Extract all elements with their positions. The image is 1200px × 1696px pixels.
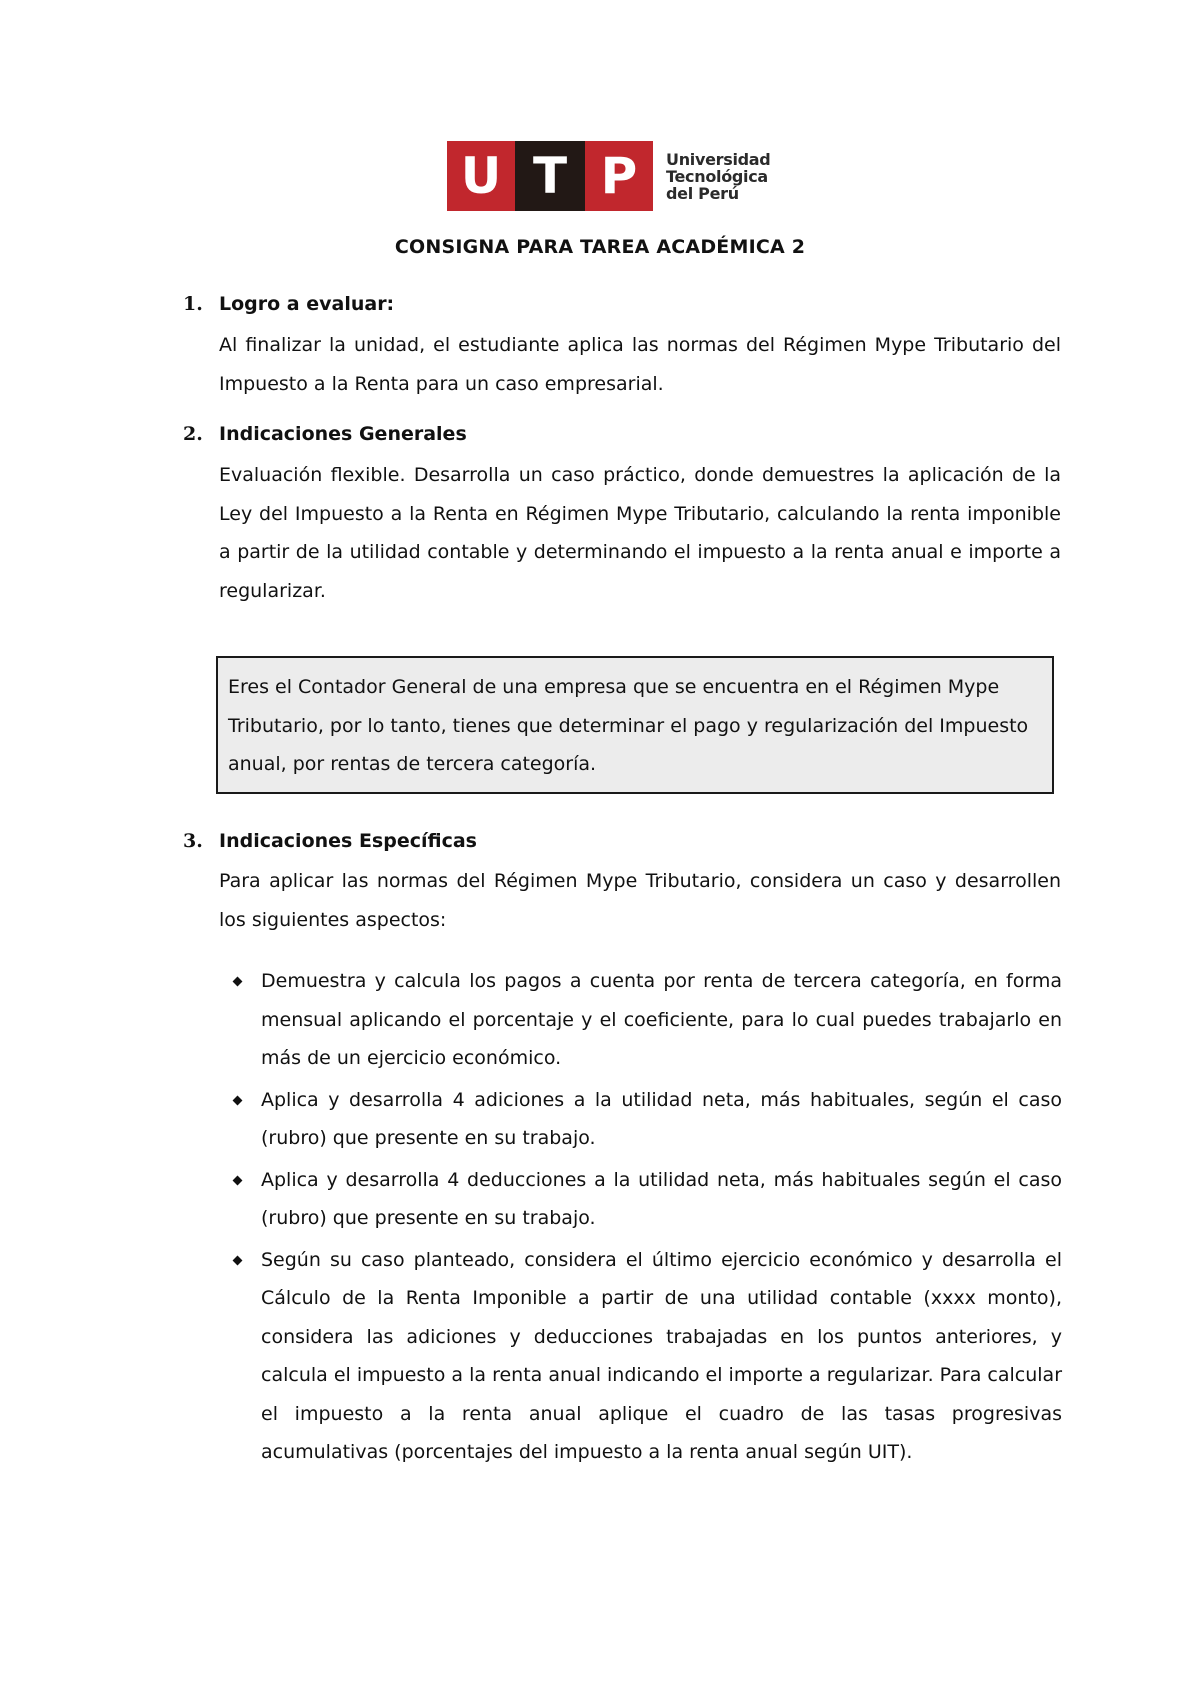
- section-2-title: Indicaciones Generales: [219, 423, 467, 445]
- diamond-bullet-icon: [233, 1255, 243, 1265]
- logo-letter-u: U: [447, 141, 515, 211]
- logo-letter-t: T: [515, 141, 585, 211]
- list-item-text: Según su caso planteado, considera el último ejercicio económico y desarrolla el Cálculo de la Renta Imponible a partir de una utilidad contable (xxxx monto), considera las adiciones y deducciones trabajadas en los puntos anteriores, y calcula el impuesto a la renta anual indicando el importe a regularizar. Para calcular el impuesto a la renta anual aplique el cuadro de las tasas progresivas acumulativas (porcentajes del impuesto a la renta anual según UIT).: [261, 1248, 1062, 1463]
- section-1-title: Logro a evaluar:: [219, 293, 395, 315]
- list-item: [230, 962, 1062, 1078]
- document-title: CONSIGNA PARA TAREA ACADÉMICA 2: [394, 236, 806, 258]
- section-1-heading: [183, 293, 394, 315]
- logo-letter-p: P: [585, 141, 653, 211]
- list-item-text: Aplica y desarrolla 4 deducciones a la utilidad neta, más habituales según el caso (rubro) que presente en su trabajo.: [261, 1168, 1062, 1229]
- logo-text-line-2: Tecnológica: [666, 166, 768, 186]
- logo-institution-name: [666, 141, 770, 211]
- section-2-heading: [183, 423, 467, 445]
- section-3-number: 3.: [183, 830, 203, 852]
- section-3-text: Para aplicar las normas del Régimen Mype Tributario, considera un caso y desarrollen los siguientes aspectos:: [219, 870, 1061, 931]
- diamond-bullet-icon: [233, 1095, 243, 1105]
- section-2-number: 2.: [183, 423, 203, 445]
- logo-text-line-1: Universidad: [666, 149, 771, 169]
- list-item: [230, 1161, 1062, 1238]
- list-item-text: Demuestra y calcula los pagos a cuenta por renta de tercera categoría, en forma mensual aplicando el porcentaje y el coeficiente, para lo cual puedes trabajarlo en más de un ejercicio económico.: [261, 970, 1062, 1069]
- diamond-bullet-icon: [233, 1175, 243, 1185]
- diamond-bullet-icon: [233, 977, 243, 987]
- list-item: [230, 1081, 1062, 1158]
- list-item-text: Aplica y desarrolla 4 adiciones a la utilidad neta, más habituales, según el caso (rubro) que presente en su trabajo.: [261, 1088, 1062, 1149]
- section-1-number: 1.: [183, 293, 203, 315]
- specific-indications-list: [230, 962, 1062, 1475]
- section-3-title: Indicaciones Específicas: [219, 830, 477, 852]
- case-scenario-box: [216, 656, 1054, 794]
- utp-logo: [447, 141, 770, 211]
- section-3-heading: [183, 830, 477, 852]
- case-scenario-text: Eres el Contador General de una empresa que se encuentra en el Régimen Mype Tributario, por lo tanto, tienes que determinar el pago y regularización del Impuesto anual, por rentas de tercera categoría.: [228, 676, 1029, 775]
- logo-text-line-3: del Perú: [666, 183, 739, 203]
- list-item: [230, 1241, 1062, 1472]
- section-2-text: Evaluación flexible. Desarrolla un caso práctico, donde demuestres la aplicación de la Ley del Impuesto a la Renta en Régimen Mype Tributario, calculando la renta imponible a partir de la utilidad contable y determinando el impuesto a la renta anual e importe a regularizar.: [219, 464, 1061, 602]
- section-1-text: Al finalizar la unidad, el estudiante aplica las normas del Régimen Mype Tributario del Impuesto a la Renta para un caso empresarial.: [219, 334, 1061, 395]
